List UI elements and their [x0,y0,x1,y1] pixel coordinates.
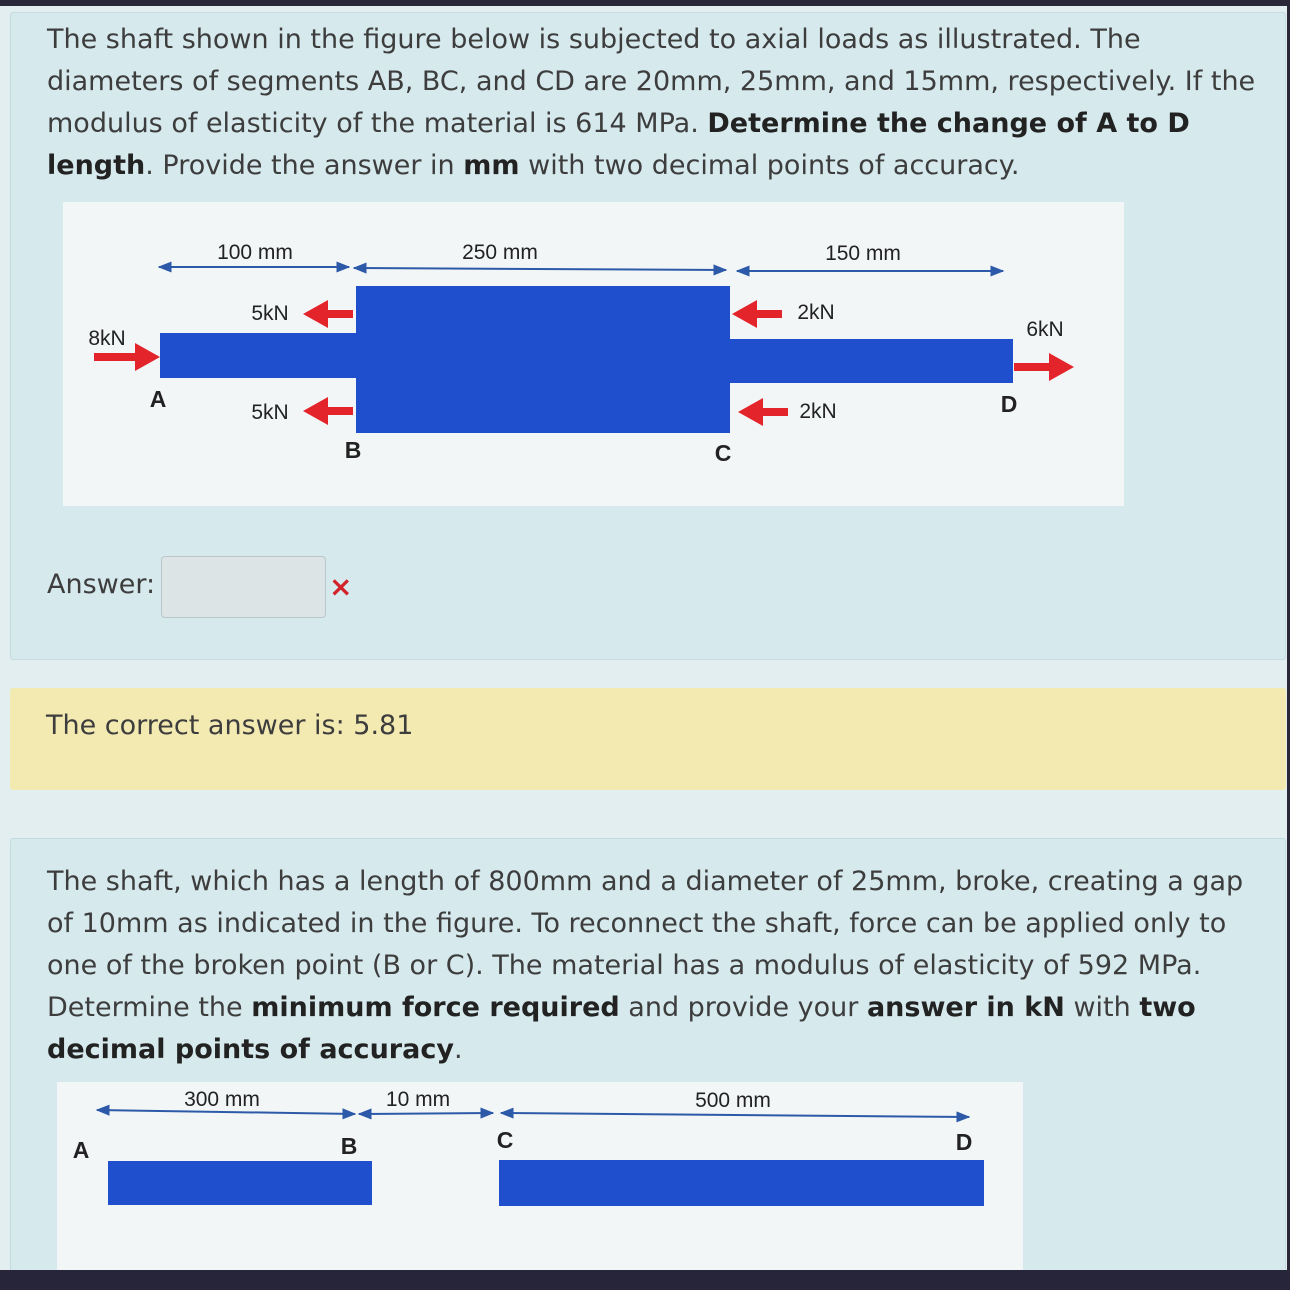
force-a-label: 8kN [88,327,126,350]
shaft-diagram [63,202,1124,506]
question-1-figure [63,202,1124,506]
point-b-label: B [344,437,362,463]
answer-input[interactable] [161,556,326,618]
segment-cd [499,1160,984,1206]
question-2-text: The shaft, which has a length of 800mm and a diameter of 25mm, broke, creating a gap of 10mm as indicated in the figure. To reconnect the shaft, force can be applied only to one of the broken point (B or C). The material has a modulus of elasticity of 592 MPa. Determine the minimum force required and provide your answer in kN with two decimal points of accuracy. [47,866,1244,1065]
dimension-ab [97,1088,355,1114]
segment-bc [356,286,730,433]
segment-ab [108,1161,372,1205]
correct-answer-text: The correct answer is: 5.81 [46,710,414,741]
force-c-top-label: 2kN [797,301,835,324]
point-c-label: C [714,440,732,466]
point-d-label: D [1000,391,1018,417]
top-bar [0,0,1290,6]
question-2-card [10,838,1286,1280]
dimension-cd [501,1089,969,1117]
dimension-cd-label: 500 mm [695,1089,771,1112]
question-1-unit: mm [463,150,520,181]
force-b-top-label: 5kN [251,302,289,325]
segment-ab [160,333,357,378]
point-a-label: A [72,1137,90,1163]
force-b-bottom-arrow-icon [303,397,353,425]
answer-label: Answer: [47,569,156,600]
bottom-bar [0,1270,1290,1290]
force-c-bottom-label: 2kN [799,400,837,423]
dimension-gap [359,1088,493,1114]
dimension-ab [159,241,349,267]
force-b-bottom-label: 5kN [251,401,289,424]
point-a-label: A [149,386,167,412]
question-1-card [10,12,1286,660]
force-c-bottom-arrow-icon [738,398,788,426]
dimension-ab-label: 300 mm [184,1088,260,1111]
question-1-text: The shaft shown in the figure below is subjected to axial loads as illustrated. The diameters of segments AB, BC, and CD are 20mm, 25mm, and 15mm, respectively. If the modulus of elasticity of the material is 614 MPa. Determine the change of A to D length. Provide the answer in mm with two decimal points of accuracy. [47,24,1256,181]
point-c-label: C [496,1127,514,1153]
force-c-top-arrow-icon [732,300,782,328]
dimension-bc [354,241,726,270]
question-2-figure [57,1082,1023,1282]
force-b-top-arrow-icon [303,300,353,328]
feedback-panel [10,688,1286,790]
point-d-label: D [955,1129,973,1155]
dimension-cd-label: 150 mm [825,242,901,265]
dimension-ab-label: 100 mm [217,241,293,264]
dimension-bc-label: 250 mm [462,241,538,264]
incorrect-icon: × [329,570,353,603]
dimension-gap-label: 10 mm [385,1088,451,1111]
question-1-instruction: Determine the change of A to D length [47,108,1190,181]
force-d-label: 6kN [1026,318,1064,341]
segment-cd [730,339,1013,383]
point-b-label: B [340,1133,358,1159]
dimension-cd [737,242,1003,271]
broken-shaft-diagram [57,1082,1023,1282]
force-d-arrow-icon [1014,353,1074,381]
